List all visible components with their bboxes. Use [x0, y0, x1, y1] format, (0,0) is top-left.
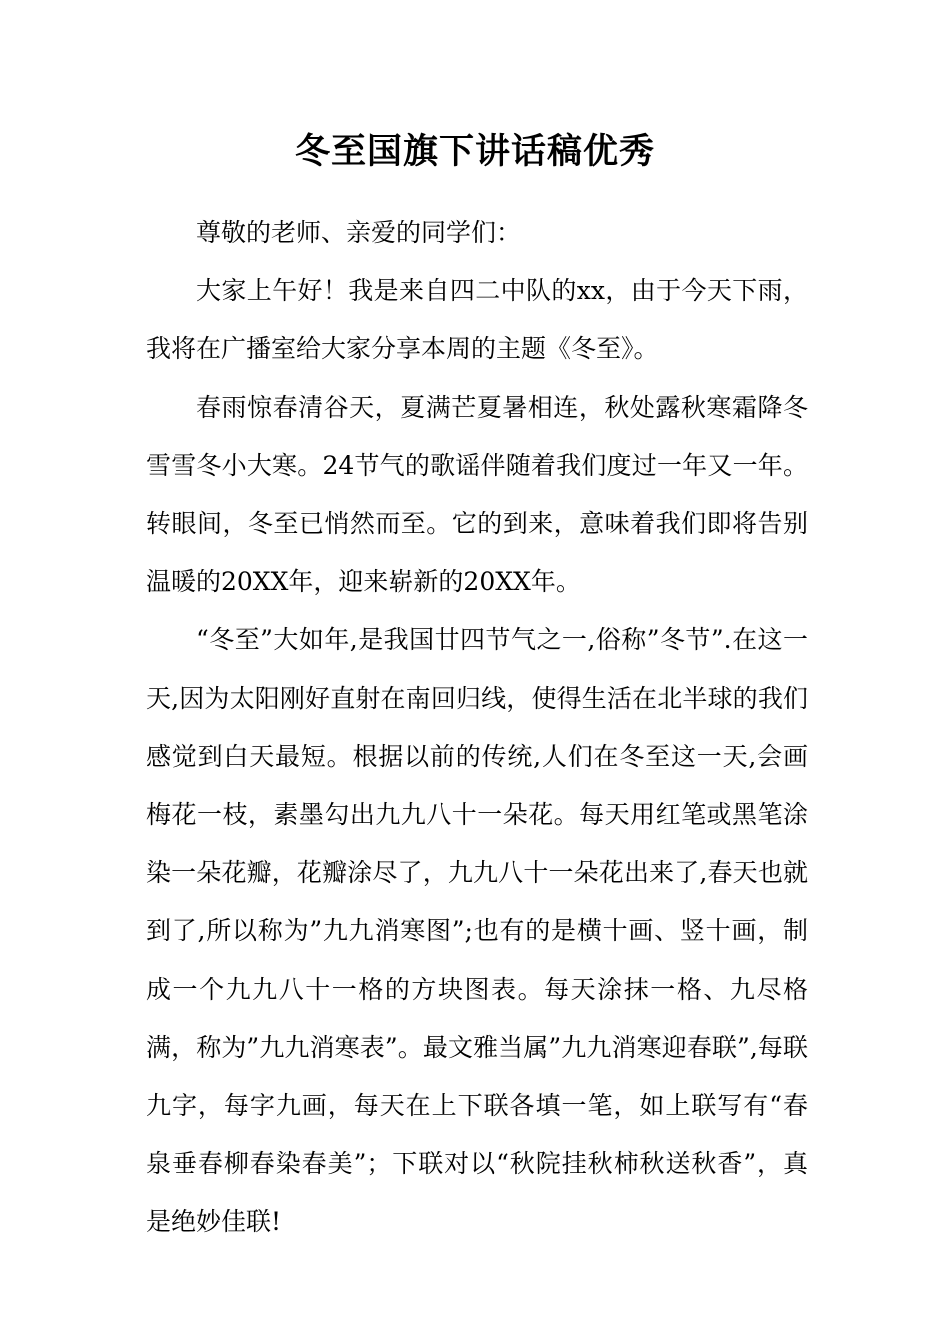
paragraph-greeting: 尊敬的老师、亲爱的同学们： [196, 218, 522, 247]
document-body [146, 204, 808, 1252]
paragraph-solar-terms: 春雨惊春清谷天，夏满芒夏暑相连，秋处露秋寒霜降冬雪雪冬小大寒。24节气的歌谣伴随着我们度过一年又一年。转眼间，冬至已悄然而至。它的到来，意味着我们即将告别温暖的20XX年，迎来崭新的20XX年。 [146, 392, 808, 597]
paragraph-intro: 大家上午好！我是来自四二中队的xx，由于今天下雨，我将在广播室给大家分享本周的主题《冬至》。 [146, 276, 808, 364]
document-title: 冬至国旗下讲话稿优秀 [294, 131, 655, 172]
paragraph-winter-solstice: “冬至”大如年,是我国廿四节气之一,俗称”冬节”.在这一天,因为太阳刚好直射在南回归线，使得生活在北半球的我们感觉到白天最短。根据以前的传统,人们在冬至这一天,会画梅花一枝，素墨勾出九九八十一朵花。每天用红笔或黑笔涂染一朵花瓣，花瓣涂尽了，九九八十一朵花出来了,春天也就到了,所以称为”九九消寒图”;也有的是横十画、竖十画，制成一个九九八十一格的方块图表。每天涂抹一格、九尽格满，称为”九九消寒表”。最文雅当属”九九消寒迎春联”,每联九字，每字九画，每天在上下联各填一笔，如上联写有“春泉垂春柳春染春美”；下联对以“秋院挂秋柿秋送秋香”，真是绝妙佳联! [146, 625, 808, 1237]
